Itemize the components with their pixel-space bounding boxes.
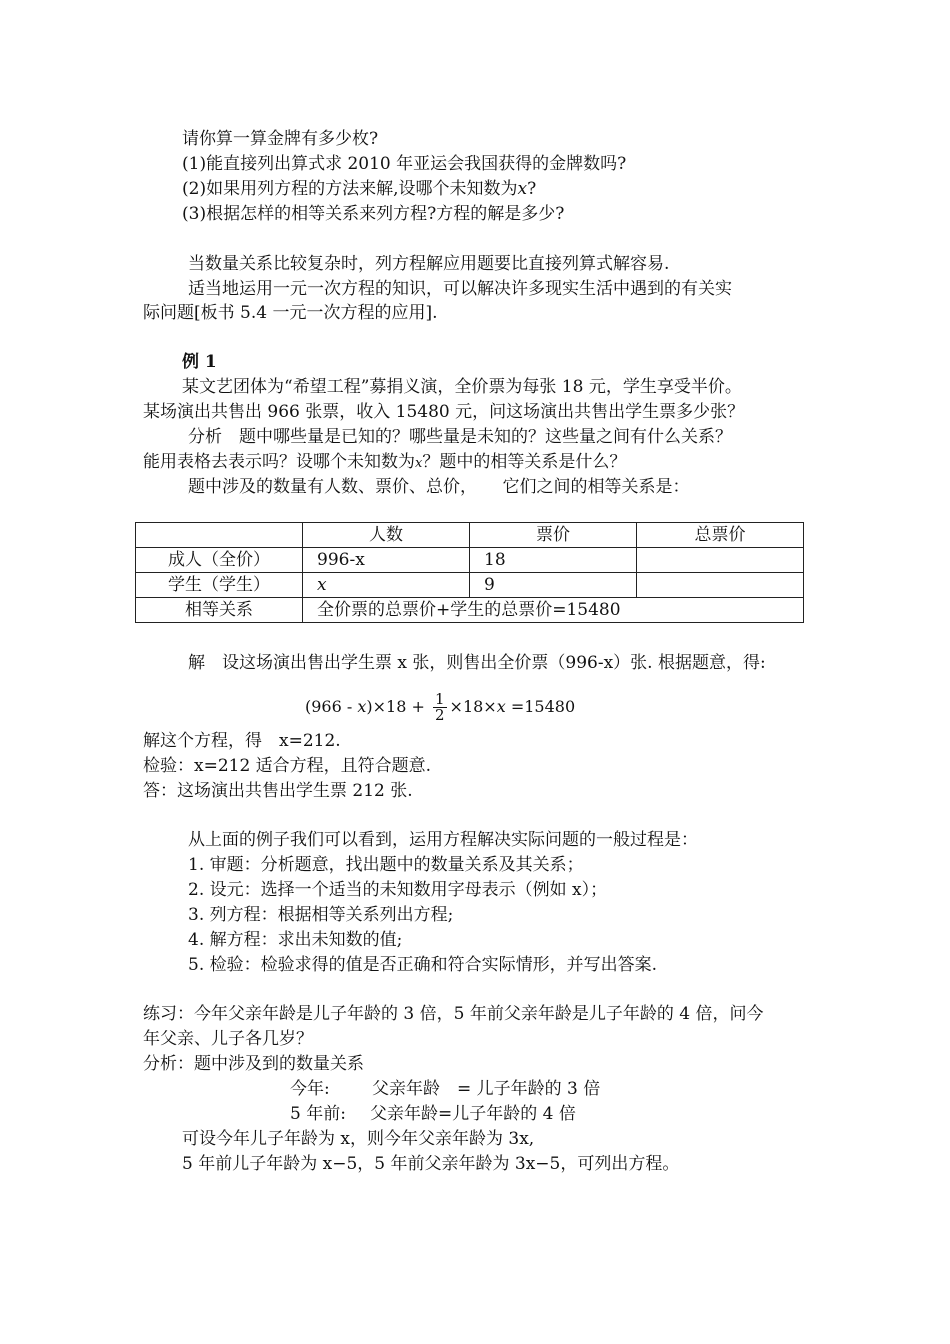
eq-right: =15480 [505, 697, 576, 716]
analysis-var: x [415, 456, 423, 471]
table-header-row [136, 523, 804, 548]
solution-check: 检验：x=212 适合方程，且符合题意. [143, 756, 432, 776]
row-price: 9 [470, 573, 637, 598]
solve-value: x=212. [279, 731, 341, 751]
analysis-prefix: 能用表格去表示吗？设哪个未知数为 [143, 452, 415, 472]
example-analysis-line1: 分析 题中哪些量是已知的？哪些量是未知的？这些量之间有什么关系？ [188, 427, 732, 447]
eq-var-2: x [496, 697, 506, 716]
table-header-cell [136, 523, 303, 548]
intro-q3: (3)根据怎样的相等关系来列方程?方程的解是多少? [182, 204, 565, 224]
relation-label: 相等关系 [136, 598, 303, 623]
analysis-suffix: ？题中的相等关系是什么？ [422, 452, 627, 472]
intro-q1: (1)能直接列出算式求 2010 年亚运会我国获得的金牌数吗? [182, 154, 627, 174]
intro-q2-var: x [517, 179, 528, 199]
row-count: 996-x [303, 548, 470, 573]
eq-fraction [433, 692, 447, 723]
practice-rel1-text: 父亲年龄 = 儿子年龄的 3 倍 [372, 1079, 601, 1099]
practice-analysis: 分析：题中涉及到的数量关系 [143, 1054, 364, 1074]
practice-rel1-label: 今年: [290, 1079, 330, 1099]
eq-left: (966 - [305, 697, 358, 716]
eq-var: x [357, 697, 367, 716]
intro-q2-prefix: (2)如果用列方程的方法来解,设哪个未知数为 [182, 179, 518, 199]
practice-rel2-text: 父亲年龄=儿子年龄的 4 倍 [370, 1104, 576, 1124]
intro-question: 请你算一算金牌有多少枚? [182, 129, 379, 149]
solution-solve [143, 730, 341, 752]
table-row [136, 573, 804, 598]
summary-p1: 当数量关系比较复杂时，列方程解应用题要比直接列算式解容易. [188, 254, 670, 274]
table-header-cell: 总票价 [637, 523, 804, 548]
process-step: 1. 审题：分析题意，找出题中的数量关系及其关系； [188, 855, 584, 875]
practice-set-line: 可设今年儿子年龄为 x，则今年父亲年龄为 3x, [182, 1129, 535, 1149]
row-price: 18 [470, 548, 637, 573]
table-header-cell: 人数 [303, 523, 470, 548]
practice-line1: 练习：今年父亲年龄是儿子年龄的 3 倍，5 年前父亲年龄是儿子年龄的 4 倍，问今 [143, 1004, 764, 1024]
solution-intro: 解 设这场演出售出学生票 x 张，则售出全价票（996-x）张. 根据题意，得: [188, 653, 766, 673]
table-header-cell: 票价 [470, 523, 637, 548]
row-label: 学生（学生） [136, 573, 303, 598]
solution-answer: 答：这场演出共售出学生票 212 张. [143, 781, 413, 801]
example-heading: 例 1 [182, 352, 217, 372]
intro-q2 [182, 178, 536, 200]
summary-p2-line2: 际问题[板书 5.4 一元一次方程的应用]. [143, 303, 438, 323]
process-step: 3. 列方程：根据相等关系列出方程; [188, 905, 454, 925]
eq-mid1: )×18 + [366, 697, 430, 716]
row-count: x [303, 573, 470, 598]
example-relation-line: 题中涉及的数量有人数、票价、总价， 它们之间的相等关系是： [188, 477, 690, 497]
table-relation-row [136, 598, 804, 623]
example-problem-line1: 某文艺团体为“希望工程”募捐义演，全价票为每张 18 元，学生享受半价。 [182, 377, 742, 397]
practice-line2: 年父亲、儿子各几岁？ [143, 1029, 313, 1049]
intro-q2-suffix: ? [527, 179, 537, 199]
summary-p2-line1: 适当地运用一元一次方程的知识，可以解决许多现实生活中遇到的有关实 [188, 279, 732, 299]
process-intro: 从上面的例子我们可以看到，运用方程解决实际问题的一般过程是： [188, 830, 698, 850]
table-row [136, 548, 804, 573]
process-step: 2. 设元：选择一个适当的未知数用字母表示（例如 x）； [188, 880, 608, 900]
solve-prefix: 解这个方程，得 [143, 731, 279, 751]
example-problem-line2: 某场演出共售出 966 张票，收入 15480 元，问这场演出共售出学生票多少张？ [143, 402, 745, 422]
row-total [637, 573, 804, 598]
process-step: 5. 检验：检验求得的值是否正确和符合实际情形，并写出答案. [188, 955, 658, 975]
relation-text: 全价票的总票价+学生的总票价=15480 [303, 598, 804, 623]
solution-equation [305, 690, 575, 724]
row-label: 成人（全价） [136, 548, 303, 573]
frac-numerator: 1 [434, 690, 445, 708]
eq-mid2: ×18× [449, 697, 497, 716]
practice-rel2-label: 5 年前: [290, 1104, 346, 1124]
process-step: 4. 解方程：求出未知数的值; [188, 930, 403, 950]
row-total [637, 548, 804, 573]
ticket-table [135, 522, 804, 623]
frac-denominator: 2 [434, 706, 445, 724]
practice-final-line: 5 年前儿子年龄为 x−5，5 年前父亲年龄为 3x−5，可列出方程。 [182, 1154, 680, 1174]
example-analysis-line2 [143, 451, 626, 475]
